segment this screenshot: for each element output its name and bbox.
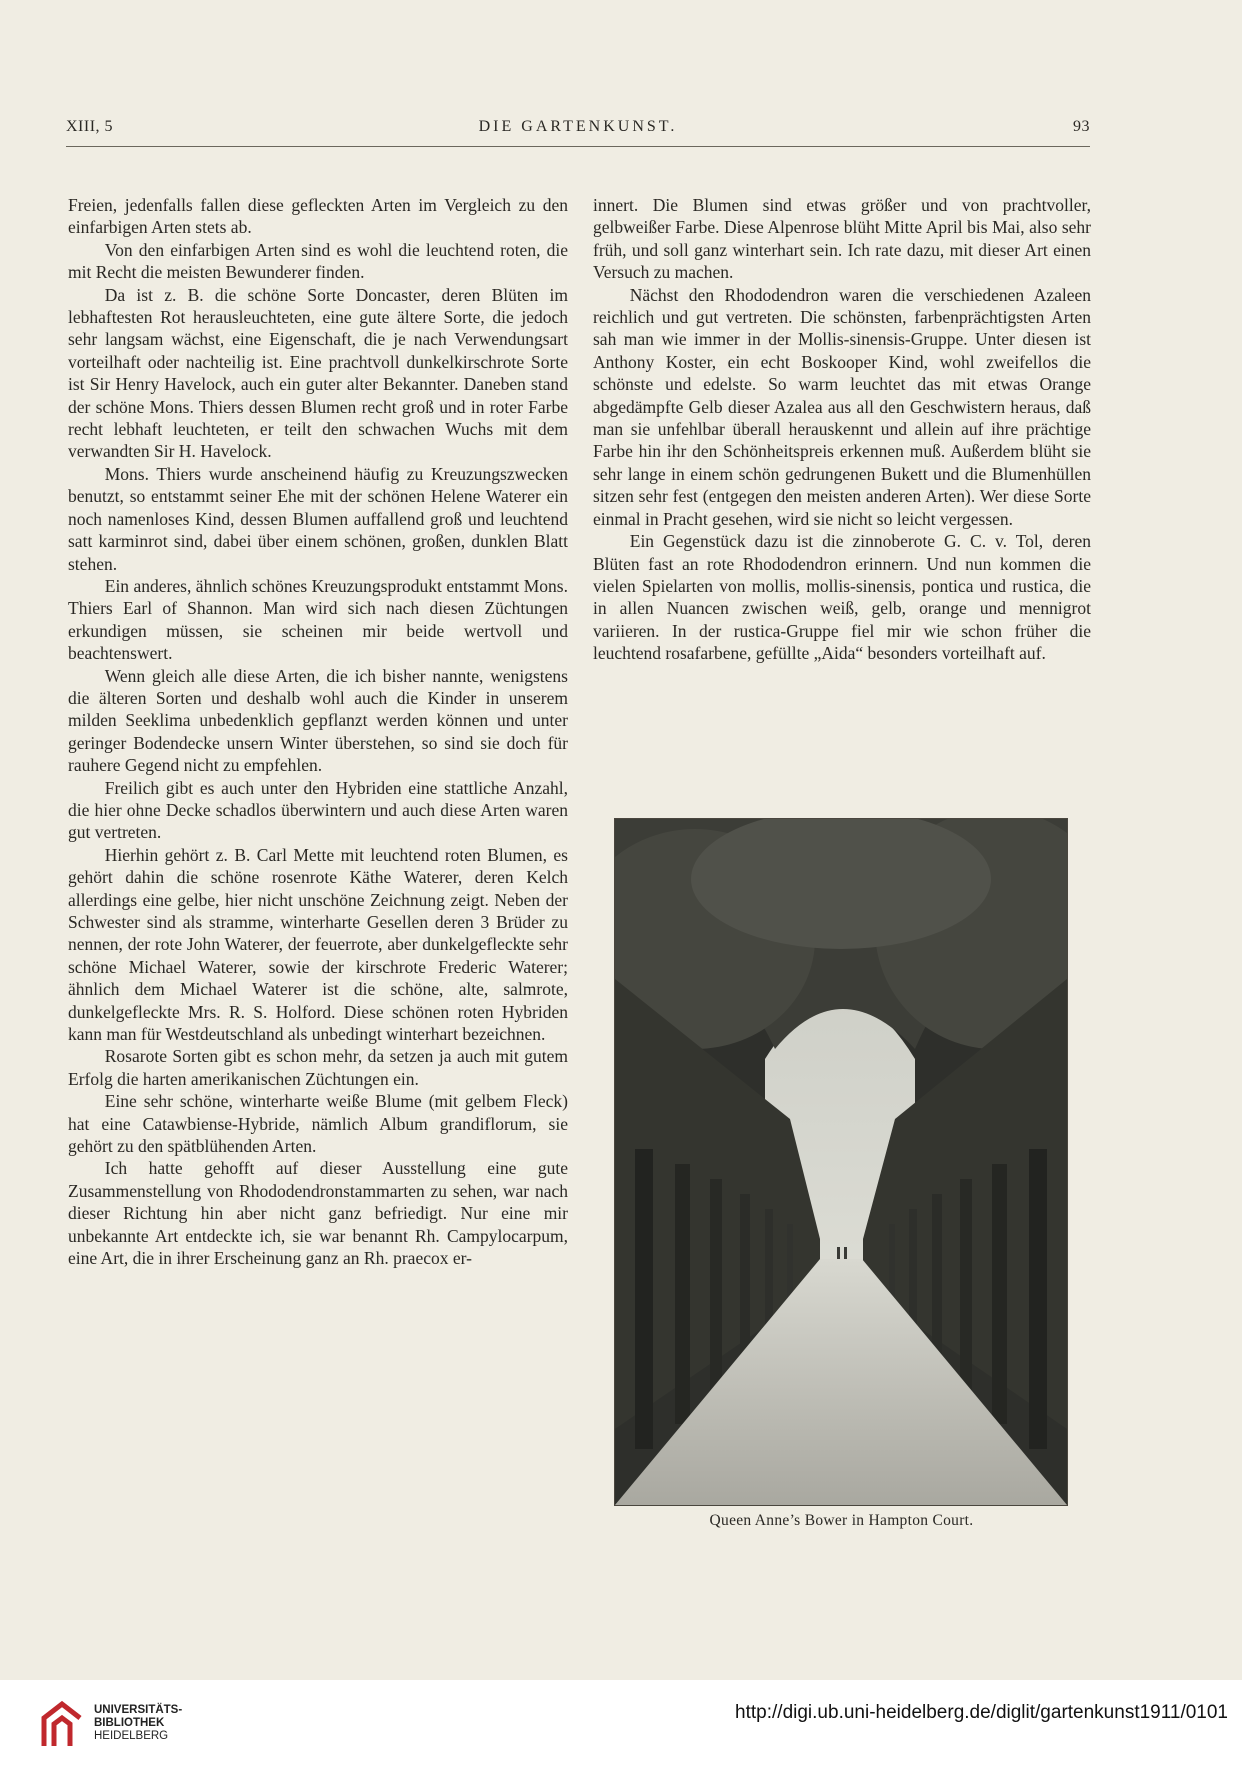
library-name-line2: BIBLIOTHEK (94, 1717, 165, 1729)
paragraph: Eine sehr schöne, winterharte weiße Blume (mit gelbem Fleck) hat eine Catawbiense-Hybride, nämlich Album grandiflorum, sie gehört zu den spätblühenden Arten. (68, 1091, 568, 1157)
library-footer (0, 1680, 1242, 1776)
permalink-url[interactable]: http://digi.ub.uni-heidelberg.de/diglit/gartenkunst1911/0101 (735, 1702, 1228, 1723)
library-name-line1: UNIVERSITÄTS- (94, 1704, 183, 1716)
paragraph: Wenn gleich alle diese Arten, die ich bisher nannte, wenigstens die älteren Sorten und deshalb wohl auch die Kinder in unserem milden Seeklima unbedenklich gepflanzt werden können und unter geringer Bodendecke unsern Winter überstehen, so sind sie doch für rauhere Gegend nicht zu empfehlen. (68, 665, 568, 776)
header-journal-title: DIE GARTENKUNST. (478, 118, 678, 135)
paragraph: innert. Die Blumen sind etwas größer und von prachtvoller, gelbweißer Farbe. Diese Alpenrose blüht Mitte April bis Mai, also sehr früh, und soll ganz winterhart sein. Ich rate dazu, mit dieser Art einen Versuch zu machen. (593, 195, 1091, 283)
library-name (94, 1704, 182, 1743)
tree-avenue-illustration (615, 819, 1067, 1505)
library-logo-icon (40, 1700, 84, 1750)
paragraph: Ein Gegenstück dazu ist die zinnoberote G. C. v. Tol, deren Blüten fast an rote Rhododendron erinnern. Und nun kommen die vielen Spielarten von mollis, mollis-sinensis, pontica und rustica, die in allen Nuancen zwischen weiß, gelb, orange und mennigrot variieren. In der rustica-Gruppe fiel mir wie schon früher die leuchtend rosafarbene, gefüllte „Aida“ besonders vorteilhaft auf. (593, 531, 1091, 664)
paragraph: Mons. Thiers wurde anscheinend häufig zu Kreuzungszwecken benutzt, so entstammt seiner Ehe mit der schönen Helene Waterer ein noch namenloses Kind, dessen Blumen auffallend groß und leuchtend satt karminrot sind, dabei über einem schönen, großen, dunklen Blatt stehen. (68, 463, 568, 574)
paragraph: Rosarote Sorten gibt es schon mehr, da setzen ja auch mit gutem Erfolg die harten amerikanischen Züchtungen ein. (68, 1046, 568, 1089)
paragraph: Da ist z. B. die schöne Sorte Doncaster, deren Blüten im lebhaftesten Rot herausleuchteten, eine gute ältere Sorte, die jedoch sehr langsam wächst, eine Eigenschaft, die je nach Verwendungsart vorteilhaft oder nachteilig ist. Eine prachtvoll dunkelkirschrote Sorte ist Sir Henry Havelock, auch ein guter alter Bekannter. Daneben stand der schöne Mons. Thiers dessen Blumen recht groß und in roter Farbe recht lebhaft leuchteten, er teilt den schwachen Wuchs mit dem verwandten Sir H. Havelock. (68, 284, 568, 462)
paragraph: Hierhin gehört z. B. Carl Mette mit leuchtend roten Blumen, es gehört dahin die schöne rosenrote Käthe Waterer, deren Kelch allerdings eine gelbe, hier nicht unschöne Zeichnung zeigt. Neben der Schwester sind als stramme, winterharte Gesellen deren 3 Brüder zu nennen, der rote John Waterer, der feuerrote, aber dunkelgefleckte sehr schöne Michael Waterer, sowie der kirschrote Frederic Waterer; ähnlich dem Michael Waterer ist die schöne, alte, salmrote, dunkelgefleckte Mrs. R. S. Holford. Diese schönen roten Hybriden kann man für Westdeutschland als unbedingt winterhart bezeichnen. (68, 844, 568, 1045)
paragraph: Freien, jedenfalls fallen diese gefleckten Arten im Vergleich zu den einfarbigen Arten stets ab. (68, 195, 568, 238)
library-name-line3: HEIDELBERG (94, 1730, 169, 1742)
paragraph: Ein anderes, ähnlich schönes Kreuzungsprodukt entstammt Mons. Thiers Earl of Shannon. Man wird sich nach diesen Züchtungen erkundigen müssen, sie scheinen mir beide wertvoll und beachtenswert. (68, 575, 568, 664)
paragraph: Nächst den Rhododendron waren die verschiedenen Azaleen reichlich und gut vertreten. Die schönsten, farbenprächtigsten Arten sah man wie immer in der Mollis-sinensis-Gruppe. Unter diesen ist Anthony Koster, ein echt Boskooper Kind, wohl zweifellos die schönste und edelste. So warm leuchtet das mit etwas Orange abgedämpfte Gelb dieser Azalea aus all den Geschwistern heraus, daß man sie unfehlbar überall herauskennt und allein auf ihre prächtige Farbe hin ihr den Schönheitspreis erkennen muß. Außerdem blüht sie sehr lange in einem schön gedrungenen Bukett und die Blumenhüllen sitzen sehr fest (entgegen den meisten anderen Arten). Wer diese Sorte einmal in Pracht gesehen, wird sie nicht so leicht vergessen. (593, 284, 1091, 529)
paragraph: Freilich gibt es auch unter den Hybriden eine stattliche Anzahl, die hier ohne Decke schadlos überwintern und auch diese Arten waren gut vertreten. (68, 777, 568, 843)
header-rule (66, 146, 1090, 147)
paragraph: Ich hatte gehofft auf dieser Ausstellung eine gute Zusammenstellung von Rhododendronstammarten zu sehen, war nach dieser Richtung hin aber nicht ganz befriedigt. Nur eine mir unbekannte Art entdeckte ich, sie war benannt Rh. Campylocarpum, eine Art, die in ihrer Erscheinung ganz an Rh. praecox er- (68, 1158, 568, 1269)
header-volume: XIII, 5 (66, 118, 114, 135)
photo-tree-avenue (614, 818, 1068, 1506)
paragraph: Von den einfarbigen Arten sind es wohl die leuchtend roten, die mit Recht die meisten Bewunderer finden. (68, 239, 568, 283)
header-page-number: 93 (1073, 118, 1090, 135)
running-header (66, 118, 1090, 142)
figure-caption: Queen Anne’s Bower in Hampton Court. (709, 1512, 974, 1529)
left-column (68, 194, 568, 1270)
right-column (593, 194, 1091, 665)
